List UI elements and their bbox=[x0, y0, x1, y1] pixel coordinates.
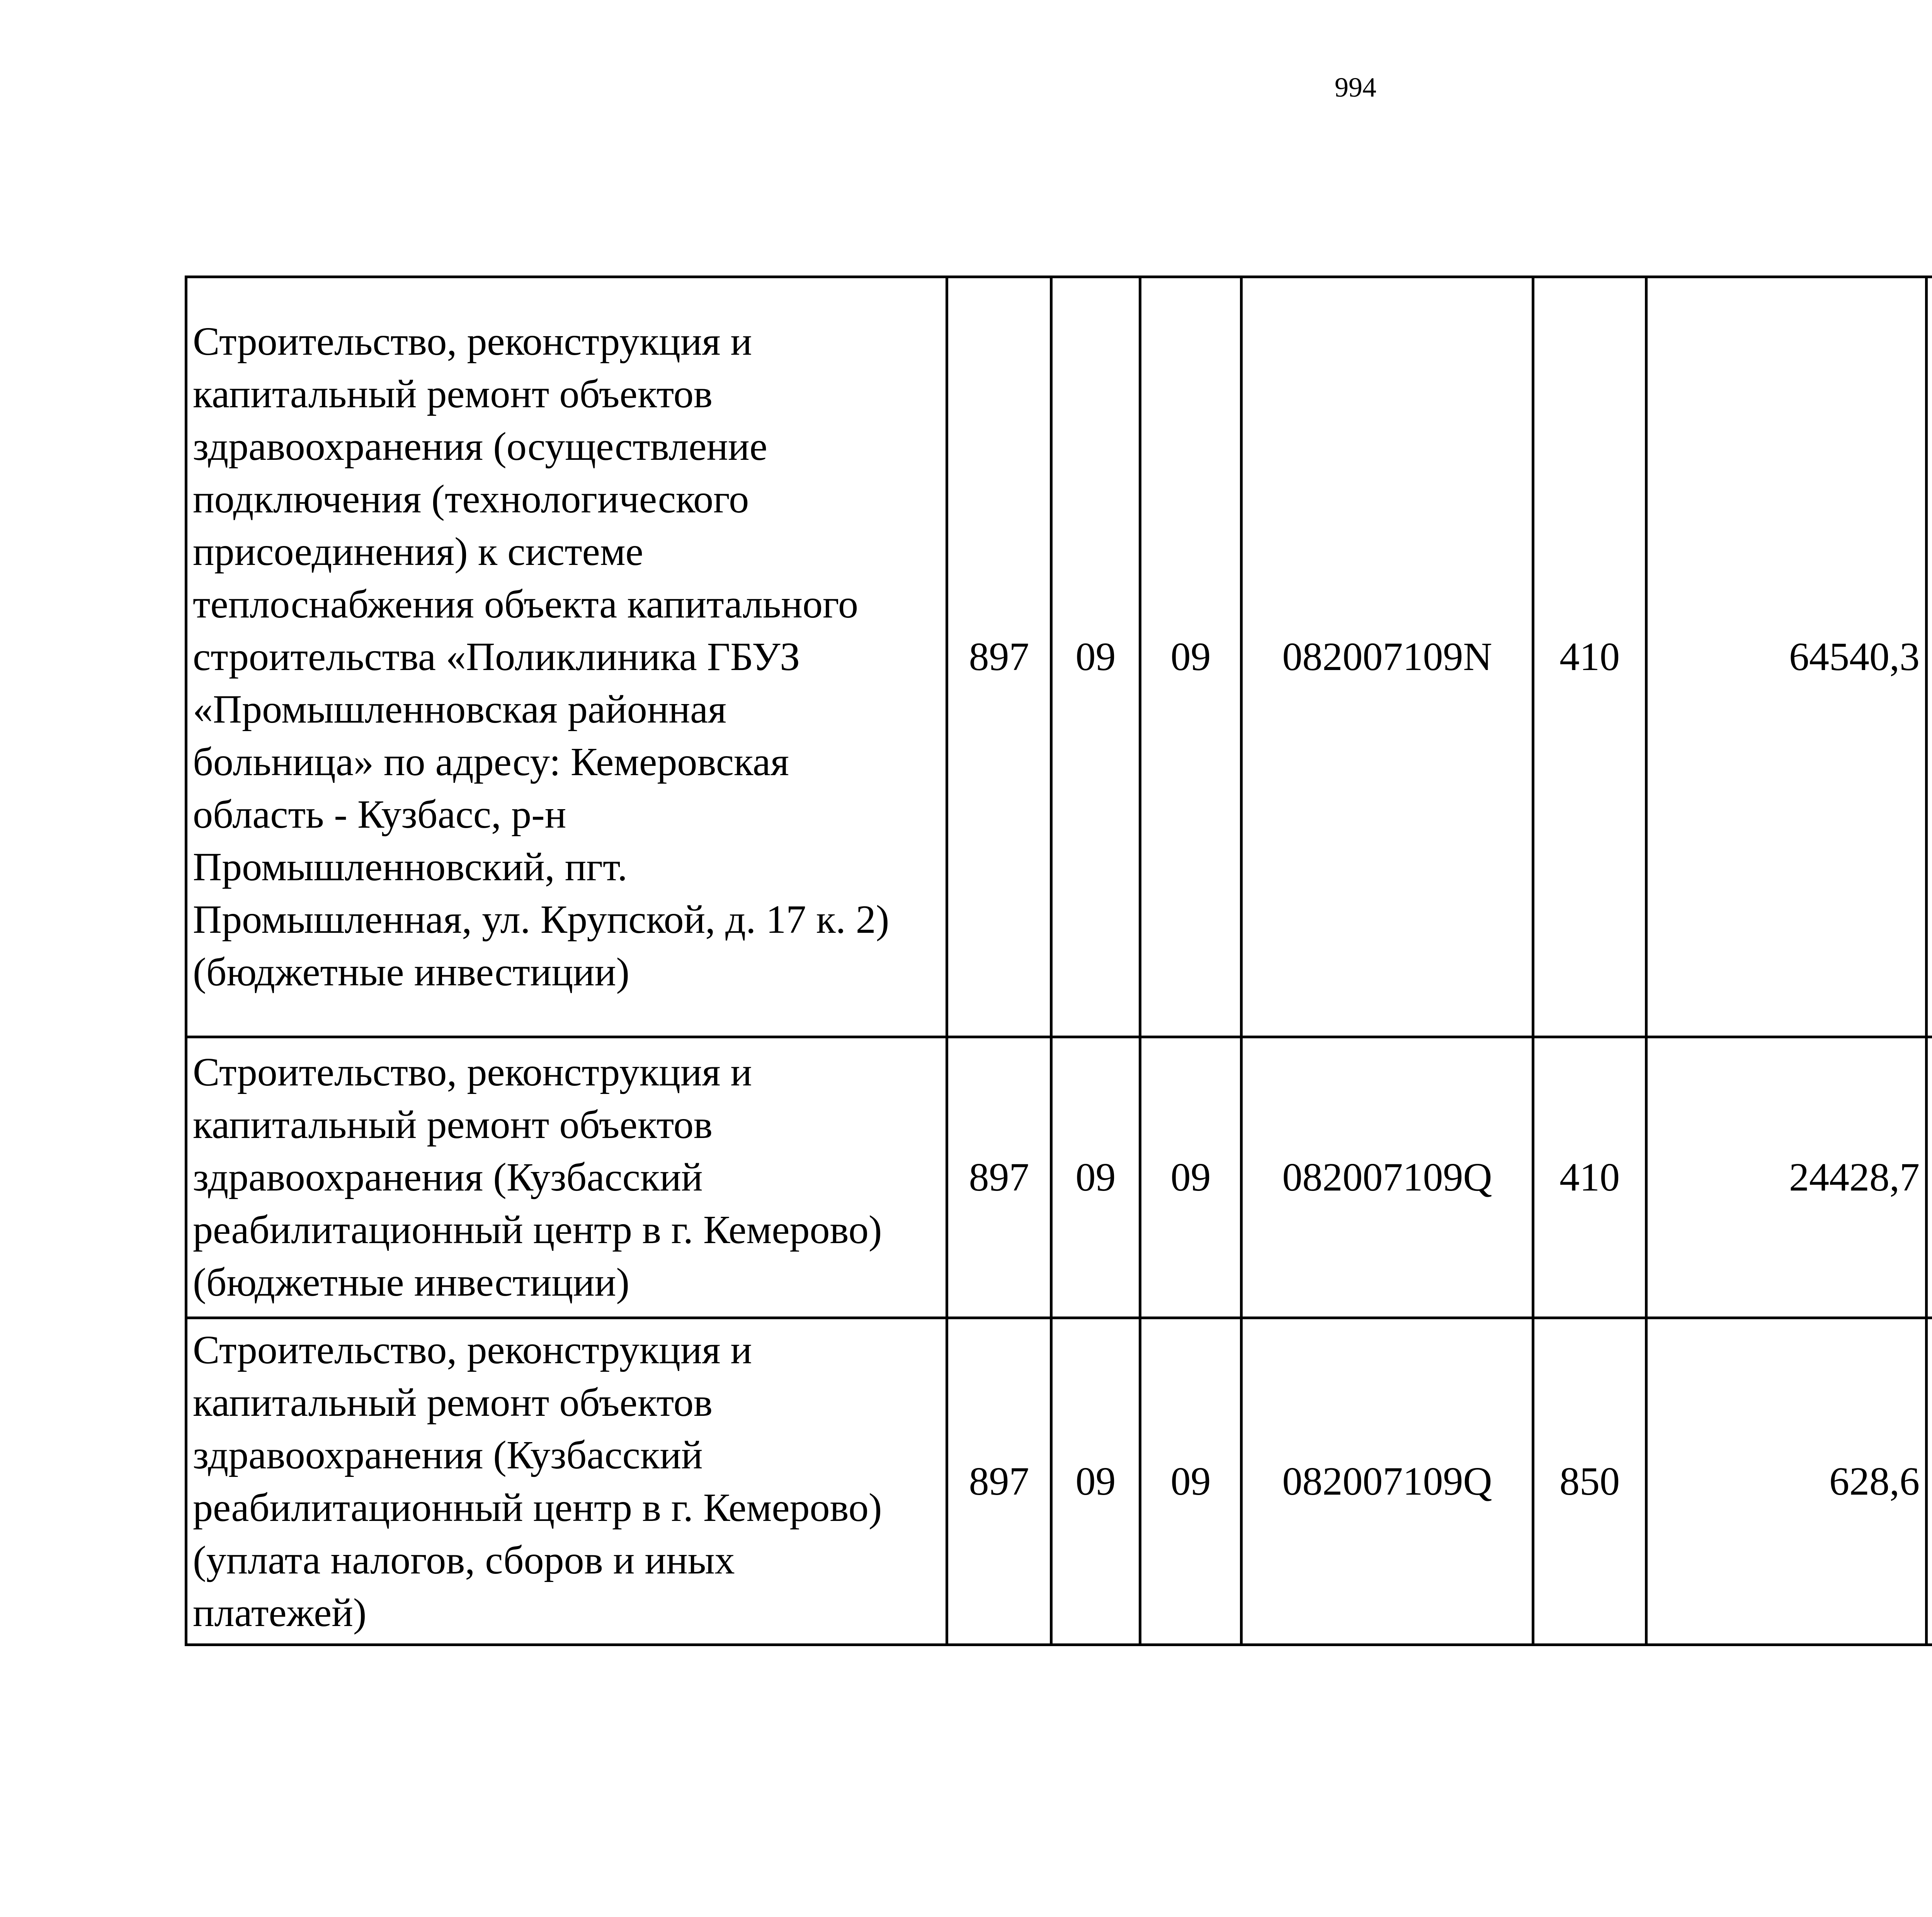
subsection-code: 09 bbox=[1140, 1318, 1242, 1645]
amount-2 bbox=[1927, 277, 1932, 1037]
amount-1: 628,6 bbox=[1646, 1318, 1927, 1645]
target-article-code: 082007109N bbox=[1242, 277, 1533, 1037]
expense-type-code: 410 bbox=[1533, 277, 1646, 1037]
target-article-code: 082007109Q bbox=[1242, 1318, 1533, 1645]
budget-table bbox=[185, 276, 1932, 1646]
target-article-code: 082007109Q bbox=[1242, 1037, 1533, 1318]
subsection-code: 09 bbox=[1140, 1037, 1242, 1318]
expense-type-code: 850 bbox=[1533, 1318, 1646, 1645]
row-description: Строительство, реконструкция и капитальный ремонт объектов здравоохранения (Кузбасский реабилитационный центр в г. Кемерово) (уплата налогов, сборов и иных платежей) bbox=[186, 1318, 947, 1645]
ministry-code: 897 bbox=[947, 1318, 1051, 1645]
table-row bbox=[186, 1037, 1932, 1318]
table-row bbox=[186, 1318, 1932, 1645]
amount-2 bbox=[1927, 1318, 1932, 1645]
amount-1: 64540,3 bbox=[1646, 277, 1927, 1037]
amount-2 bbox=[1927, 1037, 1932, 1318]
ministry-code: 897 bbox=[947, 277, 1051, 1037]
section-code: 09 bbox=[1051, 277, 1140, 1037]
section-code: 09 bbox=[1051, 1318, 1140, 1645]
table-row bbox=[186, 277, 1932, 1037]
row-description: Строительство, реконструкция и капитальный ремонт объектов здравоохранения (Кузбасский реабилитационный центр в г. Кемерово) (бюджетные инвестиции) bbox=[186, 1037, 947, 1318]
amount-1: 24428,7 bbox=[1646, 1037, 1927, 1318]
row-description: Строительство, реконструкция и капитальный ремонт объектов здравоохранения (осуществление подключения (технологического присоединения) к системе теплоснабжения объекта капитального строительства «Поликлиника ГБУЗ «Промышленновская районная больница» по адресу: Кемеровская область - Кузбасс, р-н Промышленновский, пгт. Промышленная, ул. Крупской, д. 17 к. 2) (бюджетные инвестиции) bbox=[186, 277, 947, 1037]
ministry-code: 897 bbox=[947, 1037, 1051, 1318]
expense-type-code: 410 bbox=[1533, 1037, 1646, 1318]
section-code: 09 bbox=[1051, 1037, 1140, 1318]
subsection-code: 09 bbox=[1140, 277, 1242, 1037]
page-number: 994 bbox=[1335, 72, 1376, 103]
